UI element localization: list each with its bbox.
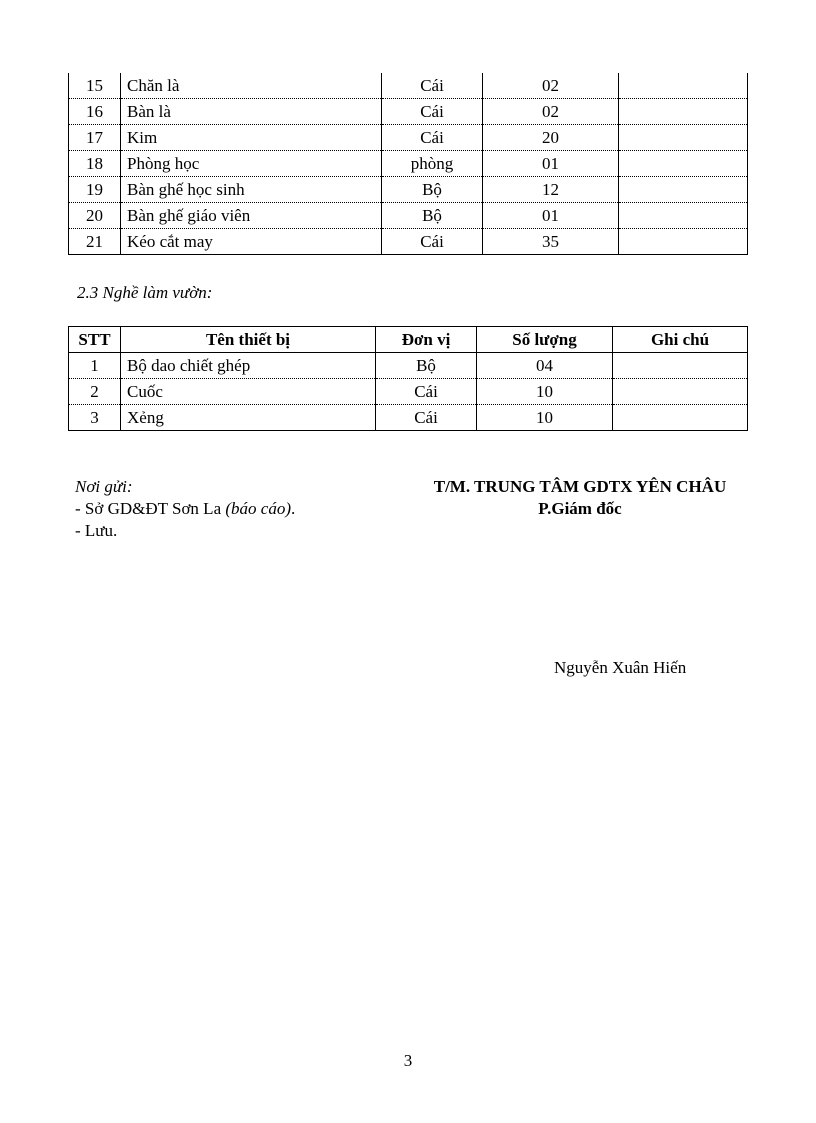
- cell-stt: 17: [69, 125, 121, 151]
- recipient-line-1: - Sở GD&ĐT Sơn La (báo cáo).: [75, 499, 296, 518]
- cell-stt: 16: [69, 99, 121, 125]
- table-row: [69, 229, 748, 255]
- cell-qty: 02: [483, 99, 619, 125]
- cell-unit: Bộ: [376, 353, 477, 379]
- cell-note: [619, 177, 748, 203]
- cell-qty: 01: [483, 203, 619, 229]
- cell-name: Kéo cắt may: [121, 229, 382, 255]
- cell-stt: 15: [69, 73, 121, 99]
- cell-qty: 01: [483, 151, 619, 177]
- cell-qty: 10: [477, 405, 613, 431]
- cell-stt: 18: [69, 151, 121, 177]
- signature-org: T/M. TRUNG TÂM GDTX YÊN CHÂU: [433, 477, 727, 496]
- table-header-row: [69, 327, 748, 353]
- cell-qty: 10: [477, 379, 613, 405]
- cell-note: [619, 73, 748, 99]
- section-heading: 2.3 Nghề làm vườn:: [77, 283, 213, 302]
- cell-stt: 21: [69, 229, 121, 255]
- cell-unit: Bộ: [382, 177, 483, 203]
- table-row: [69, 203, 748, 229]
- header-qty: Số lượng: [477, 327, 613, 353]
- cell-name: Chăn là: [121, 73, 382, 99]
- recipients-block: [75, 476, 295, 542]
- header-note: Ghi chú: [613, 327, 748, 353]
- cell-note: [619, 151, 748, 177]
- cell-unit: Cái: [376, 405, 477, 431]
- cell-note: [613, 405, 748, 431]
- cell-name: Xẻng: [121, 405, 376, 431]
- cell-note: [619, 229, 748, 255]
- cell-note: [613, 353, 748, 379]
- cell-qty: 02: [483, 73, 619, 99]
- gardening-equipment-table: [68, 326, 748, 431]
- cell-qty: 20: [483, 125, 619, 151]
- header-stt: STT: [69, 327, 121, 353]
- cell-stt: 3: [69, 405, 121, 431]
- table-row: [69, 177, 748, 203]
- cell-name: Cuốc: [121, 379, 376, 405]
- cell-unit: Cái: [382, 99, 483, 125]
- table-row: [69, 379, 748, 405]
- cell-note: [619, 125, 748, 151]
- cell-name: Phòng học: [121, 151, 382, 177]
- header-name: Tên thiết bị: [121, 327, 376, 353]
- signer-name: Nguyễn Xuân Hiến: [554, 658, 687, 677]
- cell-note: [613, 379, 748, 405]
- cell-qty: 12: [483, 177, 619, 203]
- cell-note: [619, 203, 748, 229]
- cell-name: Bàn là: [121, 99, 382, 125]
- cell-note: [619, 99, 748, 125]
- table-row: [69, 353, 748, 379]
- recipients-label: Nơi gửi:: [75, 477, 133, 496]
- signature-block: [390, 476, 770, 520]
- equipment-table-continued: [68, 73, 748, 255]
- cell-name: Bộ dao chiết ghép: [121, 353, 376, 379]
- header-unit: Đơn vị: [376, 327, 477, 353]
- cell-unit: Cái: [382, 73, 483, 99]
- table-row: [69, 125, 748, 151]
- cell-unit: Cái: [376, 379, 477, 405]
- cell-qty: 35: [483, 229, 619, 255]
- recipient-line-2: - Lưu.: [75, 521, 118, 540]
- cell-unit: Bộ: [382, 203, 483, 229]
- cell-unit: phòng: [382, 151, 483, 177]
- cell-unit: Cái: [382, 229, 483, 255]
- cell-stt: 19: [69, 177, 121, 203]
- cell-name: Kim: [121, 125, 382, 151]
- signature-title: P.Giám đốc: [538, 499, 622, 518]
- cell-stt: 20: [69, 203, 121, 229]
- table-row: [69, 405, 748, 431]
- table-row: [69, 73, 748, 99]
- page-number: 3: [403, 1051, 413, 1070]
- cell-qty: 04: [477, 353, 613, 379]
- table-row: [69, 151, 748, 177]
- cell-name: Bàn ghế học sinh: [121, 177, 382, 203]
- cell-stt: 2: [69, 379, 121, 405]
- cell-name: Bàn ghế giáo viên: [121, 203, 382, 229]
- table-row: [69, 99, 748, 125]
- cell-stt: 1: [69, 353, 121, 379]
- cell-unit: Cái: [382, 125, 483, 151]
